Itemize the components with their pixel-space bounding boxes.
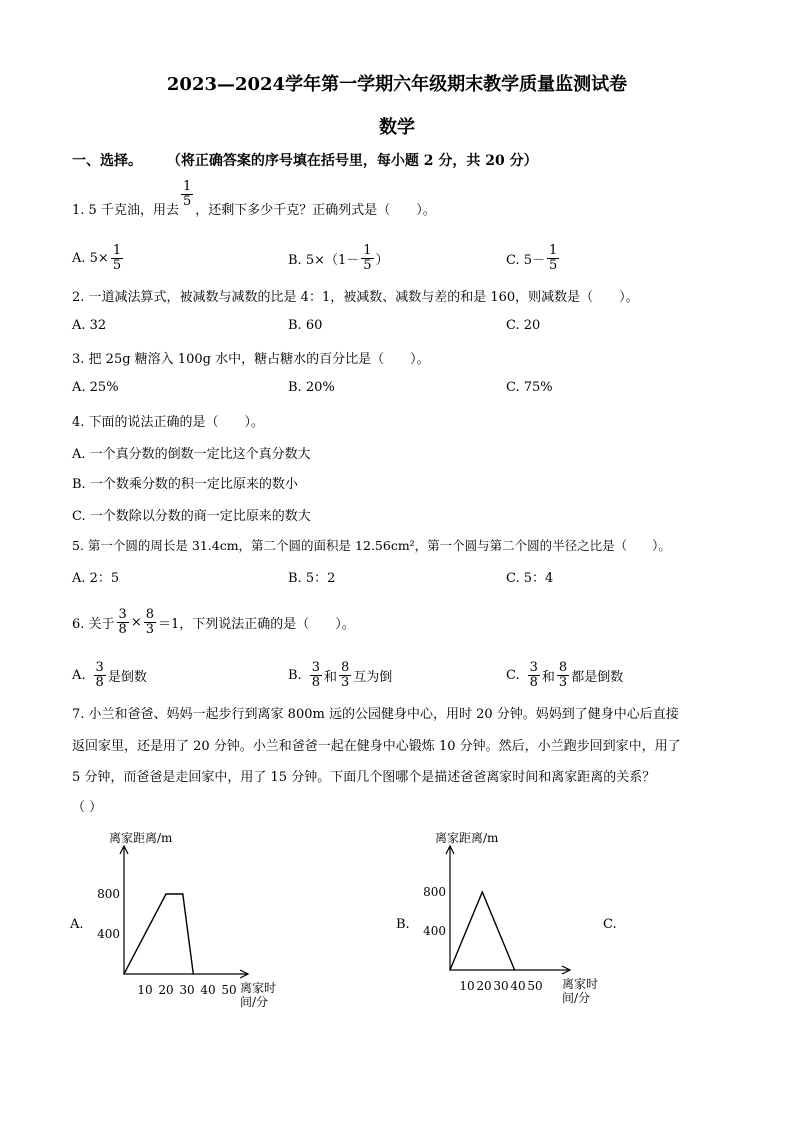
q1-a-num: 1 <box>112 242 122 258</box>
q1-option-b <box>288 240 389 276</box>
q6-a-num: 3 <box>95 659 104 675</box>
chart-a-point-0 <box>123 973 125 975</box>
q6-option-b <box>288 656 392 694</box>
q6-d1: 8 <box>118 621 127 637</box>
section-instruction: （将正确答案的序号填在括号里，每小题 2 分，共 20 分） <box>166 153 538 169</box>
question-2: 2. 一道减法算式，被减数与减数的比是 4：1，被减数、减数与差的和是 160，则减数是（ ）。 <box>72 290 639 305</box>
q6-option-c <box>506 656 623 694</box>
q6-c-den1: 8 <box>529 674 538 690</box>
q6-a-label: A. <box>72 667 86 683</box>
chart-b-y-label: 离家距离/m <box>435 832 499 845</box>
q3-option-a: A. 25% <box>72 380 119 395</box>
q1-b-post: ） <box>375 252 389 268</box>
question-7-line-1: 7. 小兰和爸爸、妈妈一起步行到离家 800m 远的公园健身中心，用时 20 分钟。妈妈到了健身中心后直接 <box>72 707 679 722</box>
chart-b-x-label-line1: 离家时 <box>562 977 599 991</box>
q1-fraction <box>181 180 193 208</box>
q6-a-fraction <box>94 661 106 689</box>
q6-c-mid: 和 <box>541 669 555 685</box>
q4-option-a: A. 一个真分数的倒数一定比这个真分数大 <box>72 447 311 462</box>
q6-b-text: 互为倒 <box>353 669 393 685</box>
chart-b-point-1 <box>482 891 484 893</box>
question-5: 5. 第一个圆的周长是 31.4cm，第二个圆的面积是 12.56cm²，第一个圆与第二个圆的半径之比是（ ）。 <box>72 538 671 553</box>
q1-b-den: 5 <box>363 257 372 273</box>
q6-b-den2: 3 <box>340 674 350 690</box>
q1-den: 5 <box>182 193 192 209</box>
question-4: 4. 下面的说法正确的是（ ）。 <box>72 415 265 430</box>
q6-b-num1: 3 <box>311 659 320 675</box>
q7-option-b-label: B. <box>396 917 410 932</box>
q1-b-fraction <box>361 244 373 272</box>
q6-b-fraction-2 <box>339 661 351 689</box>
chart-a-y-label: 离家距离/m <box>109 832 173 845</box>
chart-b-y-tick-800: 800 <box>423 885 446 899</box>
chart-a-point-3 <box>193 973 195 975</box>
q1-text-post: ，还剩下多少千克？正确列式是（ ）。 <box>195 202 436 218</box>
q6-b-fraction-1 <box>310 661 322 689</box>
q6-b-mid: 和 <box>323 669 337 685</box>
q6-d2: 3 <box>145 621 155 637</box>
chart-b-x-label-line2: 间/分 <box>562 991 591 1005</box>
chart-b-point-2 <box>514 969 516 971</box>
q1-c-num: 1 <box>549 242 558 258</box>
q4-option-b: B. 一个数乘分数的积一定比原来的数小 <box>72 477 298 492</box>
q2-option-a: A. 32 <box>72 318 107 333</box>
chart-b-x-tick-20: 20 <box>476 979 492 993</box>
chart-a-x-tick-10: 10 <box>137 983 153 997</box>
q6-c-num1: 3 <box>529 659 538 675</box>
q5-option-b: B. 5：2 <box>288 571 336 586</box>
q1-b-num: 1 <box>363 242 372 258</box>
chart-b-point-0 <box>449 969 451 971</box>
subject-title: 数学 <box>379 117 415 138</box>
chart-a-x-tick-40: 40 <box>200 983 216 997</box>
q6-text-post: ＝1，下列说法正确的是（ ）。 <box>158 616 355 632</box>
exam-title: 2023—2024学年第一学期六年级期末教学质量监测试卷 <box>166 74 628 95</box>
q4-option-c: C. 一个数除以分数的商一定比原来的数大 <box>72 509 311 524</box>
q6-b-num2: 8 <box>340 659 350 675</box>
q7-option-a-label: A. <box>70 917 84 932</box>
chart-a-x-tick-50: 50 <box>221 983 237 997</box>
chart-a-x-label-line1: 离家时 <box>240 981 277 995</box>
chart-a-series-line <box>124 894 193 974</box>
chart-b-x-tick-10: 10 <box>459 979 475 993</box>
chart-b-x-tick-30: 30 <box>493 979 509 993</box>
q1-c-text: C. 5－ <box>506 252 546 268</box>
q1-c-fraction <box>547 244 559 272</box>
q6-a-text: 是倒数 <box>107 669 147 685</box>
q5-option-c: C. 5：4 <box>506 571 554 586</box>
q6-c-den2: 3 <box>558 674 568 690</box>
chart-b <box>415 832 645 1022</box>
q6-n1: 3 <box>118 606 127 622</box>
chart-a-y-tick-800: 800 <box>97 887 120 901</box>
chart-b-x-tick-40: 40 <box>510 979 526 993</box>
q1-a-den: 5 <box>112 257 122 273</box>
chart-a-point-2 <box>182 893 184 895</box>
question-3: 3. 把 25g 糖溶入 100g 水中，糖占糖水的百分比是（ ）。 <box>72 352 430 367</box>
q6-fraction-2 <box>144 608 156 636</box>
q1-a-text: A. 5× <box>72 250 109 266</box>
question-7-line-3: 5 分钟，而爸爸是走回家中，用了 15 分钟。下面几个图哪个是描述爸爸离家时间和离家距离的关系？ <box>72 770 656 785</box>
chart-a-y-tick-400: 400 <box>97 927 120 941</box>
question-6 <box>72 602 355 642</box>
q2-option-c: C. 20 <box>506 318 541 333</box>
q1-option-c <box>506 240 561 276</box>
q6-c-fraction-1 <box>528 661 540 689</box>
chart-a-x-tick-20: 20 <box>158 983 174 997</box>
q6-c-text: 都是倒数 <box>571 669 624 685</box>
q1-text-pre: 1. 5 千克油，用去 <box>72 202 179 218</box>
section-number: 一、选择。 <box>72 153 142 169</box>
q6-times: × <box>130 614 142 630</box>
chart-a-x-label-line2: 间/分 <box>240 995 269 1009</box>
section-heading <box>72 150 538 170</box>
q6-c-label: C. <box>506 667 520 683</box>
question-7-line-2: 返回家里，还是用了 20 分钟。小兰和爸爸一起在健身中心锻炼 10 分钟。然后，小兰跑步回到家中，用了 <box>72 739 681 754</box>
chart-a <box>90 832 320 1022</box>
chart-b-x-tick-50: 50 <box>527 979 543 993</box>
chart-b-y-tick-400: 400 <box>423 924 446 938</box>
q6-c-fraction-2 <box>557 661 569 689</box>
chart-a-point-1 <box>165 893 167 895</box>
q3-option-c: C. 75% <box>506 380 553 395</box>
q6-option-a <box>72 656 147 694</box>
q6-c-num2: 8 <box>558 659 568 675</box>
q7-option-c-label: C. <box>603 917 617 932</box>
q6-fraction-1 <box>117 608 129 636</box>
q1-b-text: B. 5×（1－ <box>288 252 360 268</box>
q6-text-pre: 6. 关于 <box>72 616 115 632</box>
chart-a-x-tick-30: 30 <box>179 983 195 997</box>
q6-n2: 8 <box>145 606 155 622</box>
q6-b-den1: 8 <box>311 674 320 690</box>
q5-option-a: A. 2：5 <box>72 571 120 586</box>
q2-option-b: B. 60 <box>288 318 323 333</box>
q1-num: 1 <box>182 178 192 194</box>
question-7-line-4: （ ） <box>72 800 103 815</box>
question-1 <box>72 178 436 230</box>
chart-b-series-line <box>450 892 515 970</box>
q3-option-b: B. 20% <box>288 380 335 395</box>
q1-option-a <box>72 240 125 276</box>
q1-c-den: 5 <box>549 257 558 273</box>
q1-a-fraction <box>111 244 123 272</box>
q6-a-den: 8 <box>95 674 104 690</box>
q6-b-label: B. <box>288 667 302 683</box>
